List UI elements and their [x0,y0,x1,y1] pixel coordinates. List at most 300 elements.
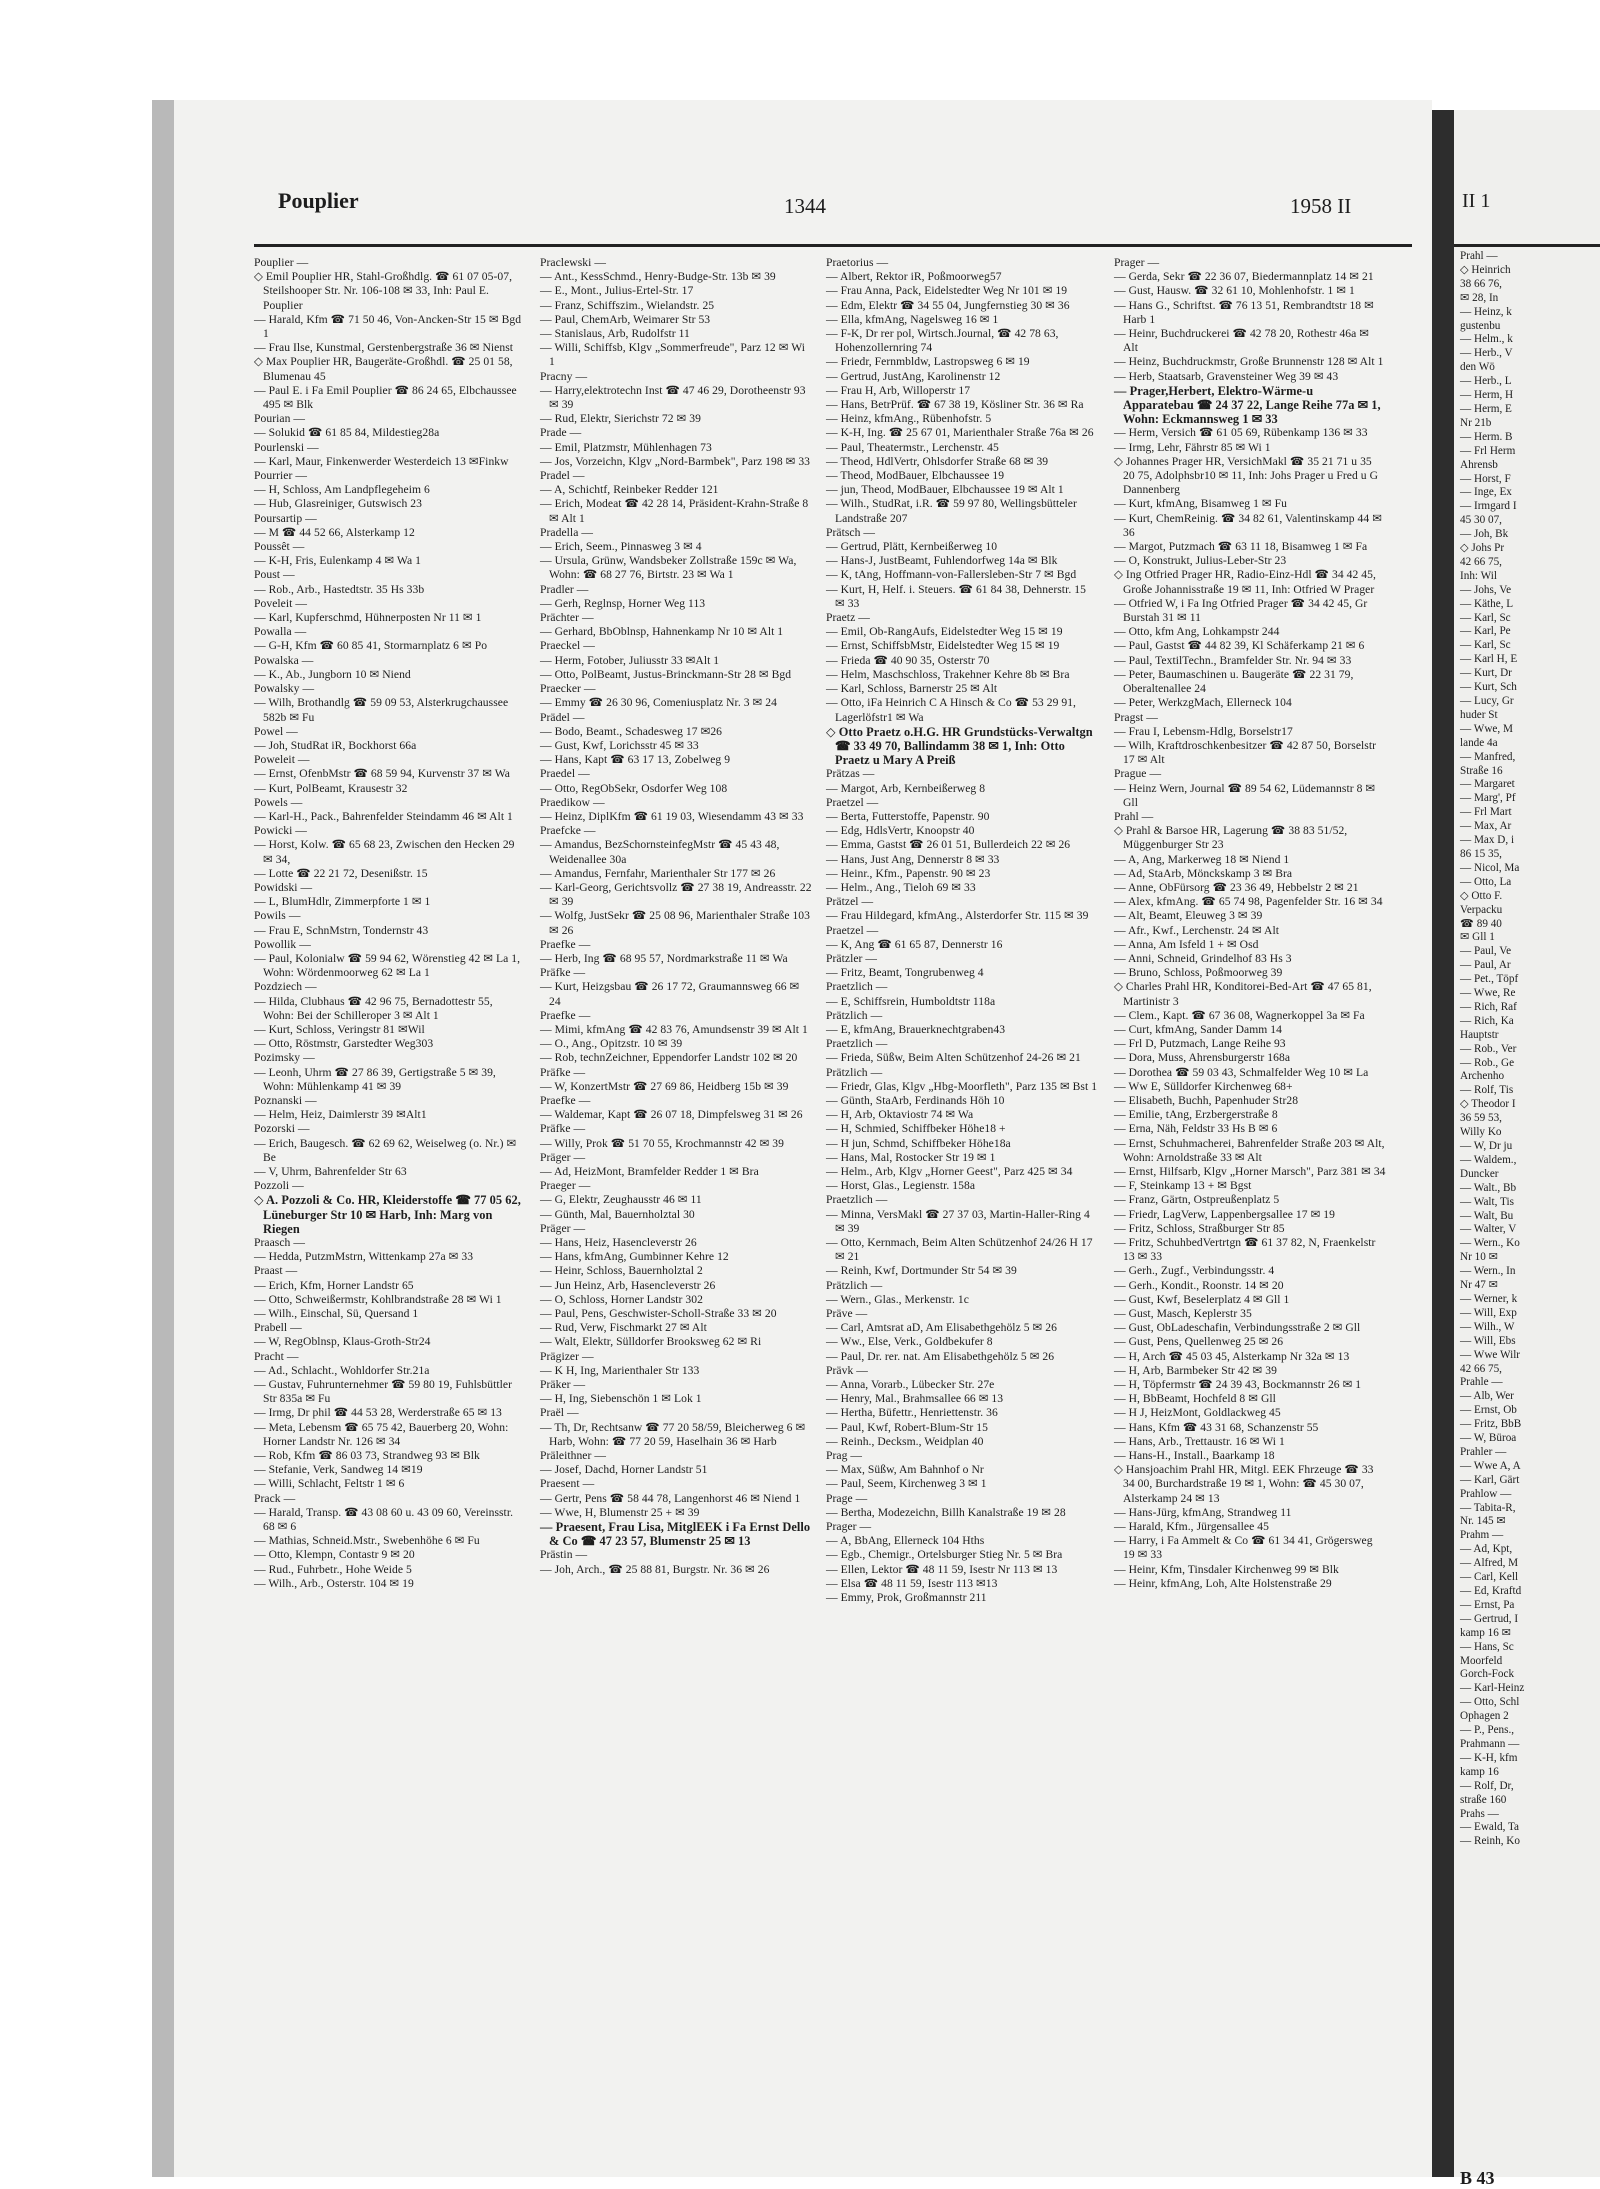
directory-entry-fragment: — Hans, Sc [1460,1640,1514,1653]
directory-entry-fragment: — Frl Herm [1460,444,1516,457]
directory-entry: — Wern., Glas., Merkenstr. 1c [826,1292,969,1306]
directory-entry: — Gerh., Zugf., Verbindungsstr. 4 [1114,1264,1275,1278]
directory-entry: — Minna, VersMakl ☎ 27 37 03, Martin-Haller-Ring 4 ✉ 39 [826,1207,1090,1235]
directory-entry: — Theod, ModBauer, Elbchaussee 19 [826,469,1005,483]
directory-entry: — E, kfmAng, Brauerknechtgraben43 [826,1022,1006,1036]
directory-entry: — K H, Ing, Marienthaler Str 133 [540,1363,700,1377]
directory-entry: Pourian — [254,412,306,426]
directory-entry: Praeger — [540,1179,591,1193]
directory-entry: — Anna, Am Isfeld 1 + ✉ Osd [1114,937,1259,951]
directory-entry-fragment: — Ernst, Ob [1460,1404,1517,1417]
directory-entry: Prästin — [540,1548,588,1562]
directory-entry-fragment: — Gertrud, I [1460,1612,1519,1625]
directory-entry-fragment: — Karl, Gärt [1460,1473,1520,1486]
directory-entry: — H, Schloss, Am Landpflegeheim 6 [254,483,430,497]
directory-entry-fragment: — Herm, E [1460,402,1512,415]
directory-entry-fragment: — Will, Ebs [1460,1334,1516,1347]
directory-entry-fragment: — W, Dr ju [1460,1140,1513,1152]
directory-entry: — Horst, Glas., Legienstr. 158a [826,1179,976,1193]
directory-entry: — H, Ing, Siebenschön 1 ✉ Lok 1 [540,1392,702,1406]
directory-entry: — G, Elektr, Zeughausstr 46 ✉ 11 [540,1193,702,1207]
directory-entry: Praedikow — [540,795,605,809]
directory-entry-fragment: — Heinz, k [1460,305,1512,318]
directory-entry: Powel — [254,724,298,738]
directory-entry: Prätzlich — [826,1278,883,1292]
directory-entry: — Frau E, SchnMstrn, Tondernstr 43 [254,923,429,937]
directory-entry: — Berta, Futterstoffe, Papenstr. 90 [826,809,990,823]
directory-entry: Pracny — [540,369,588,383]
directory-entry: — Ww E, Sülldorfer Kirchenweg 68+ [1114,1079,1293,1093]
directory-entry: Prag — [826,1449,863,1463]
year-volume: 1958 II [1290,194,1352,218]
directory-entry: Poussêt — [254,540,305,554]
directory-entry-fragment: — Karl-Heinz [1460,1682,1525,1695]
directory-entry-fragment: — Wilh., W [1460,1320,1515,1333]
directory-entry-fragment: — Rob., Ge [1460,1056,1515,1069]
directory-entry: — Rob., Arb., Hastedtstr. 35 Hs 33b [254,582,425,596]
directory-entry-fragment: Nr 21b [1460,416,1492,429]
directory-entry: — Gustav, Fuhrunternehmer ☎ 59 80 19, Fuhlsbüttler Str 835a ✉ Fu [254,1378,513,1406]
directory-entry: — Bodo, Beamt., Schadesweg 17 ✉26 [540,724,723,738]
directory-entry: — Frieda ☎ 40 90 35, Osterstr 70 [826,653,990,667]
directory-entry: — Hans, BetrPrüf. ☎ 67 38 19, Kösliner Str. 36 ✉ Ra [826,398,1084,412]
directory-entry: Praedel — [540,767,590,781]
directory-entry: — Otto, Klempn, Contastr 9 ✉ 20 [254,1548,415,1562]
directory-entry-fragment: — Karl, Sc [1460,639,1511,652]
directory-entry: — Reinh., Decksm., Weidplan 40 [826,1434,984,1448]
directory-entry: Praefke — [540,937,591,951]
directory-entry: — M ☎ 44 52 66, Alsterkamp 12 [254,525,415,539]
directory-entry: — Otfried W, i Fa Ing Otfried Prager ☎ 34 42 45, Gr Burstah 31 ✉ 11 [1114,596,1368,625]
directory-entry-fragment: — Wwe A, A [1460,1459,1521,1472]
directory-entry-fragment: — Irmgard I [1460,500,1517,513]
directory-entry: — Gerda, Sekr ☎ 22 36 07, Biedermannplatz 14 ✉ 21 [1114,270,1374,284]
directory-entry: — Kurt, H, Helf. i. Steuers. ☎ 61 84 38, Dehnerstr. 15 ✉ 33 [826,582,1086,610]
directory-entry: — Frau Hildegard, kfmAng., Alsterdorfer Str. 115 ✉ 39 [826,909,1089,923]
directory-entry: — Jos, Vorzeichn, Klgv „Nord-Barmbek", Parz 198 ✉ 33 [540,454,811,468]
directory-entry-fragment: — Inge, Ex [1460,486,1512,499]
directory-entry: — Gertrud, JustAng, Karolinenstr 12 [826,369,1001,383]
directory-entry: — Dorothea ☎ 59 03 43, Schmalfelder Weg 10 ✉ La [1114,1065,1369,1079]
directory-entry: — Hans-Jürg, kfmAng, Strandweg 11 [1114,1505,1292,1519]
directory-entry: — H J, HeizMont, Goldlackweg 45 [1114,1406,1281,1420]
directory-entry: — Erich, Kfm, Horner Landstr 65 [254,1278,414,1292]
directory-column-2 [540,256,812,2156]
directory-entry: — Gerh., Kondit., Roonstr. 14 ✉ 20 [1114,1278,1284,1292]
directory-entry-fragment: Archenho [1460,1070,1505,1083]
directory-entry: Praefke — [540,1008,591,1022]
directory-entry: — Max, Süßw, Am Bahnhof o Nr [826,1463,984,1477]
directory-entry: — Fritz, Beamt, Tongrubenweg 4 [826,966,984,980]
scan-margin-top [0,0,1600,100]
directory-entry-fragment: — Herm, H [1460,389,1514,402]
directory-entry: — Gust, Kwf, Lorichsstr 45 ✉ 33 [540,738,699,752]
directory-entry: — Paul, Dr. rer. nat. Am Elisabethgehölz 5 ✉ 26 [826,1349,1055,1363]
directory-entry: — O, Konstrukt, Julius-Leber-Str 23 [1114,554,1287,568]
right-page-footer: B 43 [1460,2168,1495,2188]
directory-entry: — Günth, StaArb, Ferdinands Höh 10 [826,1093,1005,1107]
directory-entry: ◇ Prahl & Barsoe HR, Lagerung ☎ 38 83 51/52, Müggenburger Str 23 [1114,824,1348,852]
directory-entry-fragment: — Tabita-R, [1460,1501,1516,1514]
directory-entry-fragment: Willy Ko [1460,1126,1502,1139]
directory-entry: Prage — [826,1491,868,1505]
directory-entry: — Wilh., Arb., Osterstr. 104 ✉ 19 [254,1576,414,1590]
directory-entry-fragment: — Waldem., [1460,1153,1517,1166]
directory-entry: — Stanislaus, Arb, Rudolfstr 11 [540,327,690,341]
directory-entry: — Paul, Kwf, Robert-Blum-Str 15 [826,1420,988,1434]
directory-entry: — Helm., Ang., Tieloh 69 ✉ 33 [826,880,976,894]
directory-entry-fragment: — Ernst, Pa [1460,1598,1515,1611]
directory-entry: Prätzler — [826,951,878,965]
directory-entry: — Hedda, PutzmMstrn, Wittenkamp 27a ✉ 33 [254,1250,474,1264]
directory-entry: — Rud., Fuhrbetr., Hohe Weide 5 [254,1562,412,1576]
directory-entry-fragment: — Kurt, Sch [1460,681,1517,694]
directory-entry: — Elsa ☎ 48 11 59, Isestr 113 ✉13 [826,1576,998,1590]
directory-entry: — Amandus, BezSchornsteinfegMstr ☎ 45 43 48, Weidenallee 30a [540,838,780,866]
directory-entry-fragment: — Will, Exp [1460,1306,1517,1319]
directory-entry: — Erich, Seem., Pinnasweg 3 ✉ 4 [540,540,702,554]
directory-entry: Praclewski — [540,256,606,269]
directory-entry: — H, Arb, Barmbeker Str 42 ✉ 39 [1114,1363,1277,1377]
directory-entry: — Frl D, Putzmach, Lange Reihe 93 [1114,1037,1286,1051]
directory-entry-fragment: — Wwe, Re [1460,987,1516,1000]
directory-entry: — Willy, Prok ☎ 51 70 55, Krochmannstr 42 ✉ 39 [540,1136,785,1150]
directory-entry: Powalska — [254,653,314,667]
directory-entry: — Wilh, Brothandlg ☎ 59 09 53, Alsterkrugchaussee 582b ✉ Fu [254,696,509,724]
directory-entry: — E, Schiffsrein, Humboldtstr 118a [826,994,996,1008]
directory-entry: — Ella, kfmAng, Nagelsweg 16 ✉ 1 [826,312,999,326]
directory-entry-fragment: ◇ Theodor I [1460,1098,1516,1111]
directory-entry-fragment: — Johs, Ve [1460,583,1512,596]
directory-entry: — Frau I, Lebensm-Hdlg, Borselstr17 [1114,724,1293,738]
directory-entry-fragment: Duncker [1460,1167,1499,1180]
directory-page-right-partial [1454,110,1600,2188]
directory-entry: — Gerh, Reglnsp, Horner Weg 113 [540,596,706,610]
directory-entry: — Anni, Schneid, Grindelhof 83 Hs 3 [1114,951,1292,965]
directory-entry: — Gust, Kwf, Beselerplatz 4 ✉ Gll 1 [1114,1292,1290,1306]
directory-entry: — Peter, Baumaschinen u. Baugeräte ☎ 22 31 79, Oberaltenallee 24 [1114,667,1354,696]
directory-entry-fragment: 45 30 07, [1460,514,1502,527]
directory-entry: — H, BbBeamt, Hochfeld 8 ✉ Gll [1114,1392,1276,1406]
directory-entry: — Solukid ☎ 61 85 84, Mildestieg28a [254,426,440,440]
directory-entry: Praast — [254,1264,298,1278]
directory-entry-fragment: — Helm., k [1460,333,1513,346]
directory-entry: — A, Schichtf, Reinbeker Redder 121 [540,483,719,497]
directory-entry: Pouplier — [254,256,309,269]
directory-entry-fragment: — Joh, Bk [1460,528,1509,541]
directory-entry: Powidski — [254,880,313,894]
directory-entry-fragment: lande 4a [1460,736,1498,749]
directory-entry: Praefke — [540,1093,591,1107]
directory-entry-fragment: Prahl — [1460,250,1498,262]
directory-entry-fragment: Verpacku [1460,903,1503,916]
directory-entry: — Reinh, Kwf, Dortmunder Str 54 ✉ 39 [826,1264,1017,1278]
directory-entry: — H, Arb, Oktaviostr 74 ✉ Wa [826,1108,974,1122]
directory-entry: — Hans, Mal, Rostocker Str 19 ✉ 1 [826,1150,996,1164]
directory-entry-fragment: den Wö [1460,361,1495,374]
directory-entry: — Ww., Else, Verk., Goldbekufer 8 [826,1335,993,1349]
directory-entry-fragment: Gorch-Fock [1460,1668,1515,1681]
directory-entry-fragment: — Karl H, E [1460,653,1518,666]
directory-entry: — Peter, WerkzgMach, Ellerneck 104 [1114,696,1292,710]
directory-entry: Praetorius — [826,256,889,269]
directory-entry: — Fritz, Schloss, Straßburger Str 85 [1114,1221,1285,1235]
directory-entry-fragment: — Wwe Wilr [1460,1348,1521,1361]
directory-entry: — Heinr, Kfm, Tinsdaler Kirchenweg 99 ✉ Blk [1114,1562,1339,1576]
directory-entry: — Gust, Hausw. ☎ 32 61 10, Mohlenhofstr. 1 ✉ 1 [1114,284,1355,298]
directory-entry: Praasch — [254,1236,305,1250]
directory-entry: — Lotte ☎ 22 21 72, Desenißstr. 15 [254,866,428,880]
directory-entry-fragment: — Rich, Ka [1460,1014,1514,1027]
directory-entry: — K, Ang ☎ 61 65 87, Dennerstr 16 [826,937,1003,951]
directory-entry: — Emil, Platzmstr, Mühlenhagen 73 [540,440,712,454]
directory-entry: — Alt, Beamt, Eleuweg 3 ✉ 39 [1114,909,1263,923]
directory-entry: — Otto, Röstmstr, Garstedter Weg303 [254,1037,434,1051]
directory-entry: Poveleit — [254,596,307,610]
directory-entry: — Paul, TextilTechn., Bramfelder Str. Nr. 94 ✉ 33 [1114,653,1352,667]
directory-entry: Powalla — [254,625,307,639]
page-number: 1344 [784,194,826,218]
directory-entry: — Harry,elektrotechn Inst ☎ 47 46 29, Dorotheenstr 93 ✉ 39 [540,383,806,412]
directory-column-3 [826,256,1098,2156]
directory-column-1 [254,256,526,2156]
directory-entry: Pradella — [540,525,593,539]
directory-entry: — Gertrud, Plätt, Kernbeißerweg 10 [826,540,998,554]
directory-entry: — Elisabeth, Buchh, Papenhuder Str28 [1114,1093,1299,1107]
directory-entry-fragment: — Werner, k [1460,1292,1518,1305]
directory-entry: ◇ Hansjoachim Prahl HR, Mitgl. EEK Fhrzeuge ☎ 33 34 00, Burchardstraße 19 ✉ 1, Wohn: ☎ 45 30 07, Alsterkamp 24 ✉ 13 [1114,1463,1374,1505]
directory-entry: — Karl, Schloss, Barnerstr 25 ✉ Alt [826,682,998,696]
directory-entry: ◇ Johannes Prager HR, VersichMakl ☎ 35 21 71 u 35 20 75, Adolphsbr10 ✉ 11, Inh: Johs Prager u Fred u G Dannenberg [1114,454,1379,497]
directory-entry-fragment: — Ewald, Ta [1460,1821,1519,1834]
directory-entry: — Horst, Kolw. ☎ 65 68 23, Zwischen den Hecken 29 ✉ 34, [254,838,515,866]
directory-entry: — Kurt, ChemReinig. ☎ 34 82 61, Valentinskamp 44 ✉ 36 [1114,511,1382,539]
directory-entry: — L, BlumHdlr, Zimmerpforte 1 ✉ 1 [254,895,431,909]
directory-entry: Pragst — [1114,710,1158,724]
directory-entry: — Josef, Dachd, Horner Landstr 51 [540,1463,708,1477]
directory-entry-fragment: Moorfeld [1460,1654,1503,1667]
directory-entry-fragment: — Marg', Pf [1460,792,1516,805]
directory-entry: — Emil, Ob-RangAufs, Eidelstedter Weg 15 ✉ 19 [826,625,1063,639]
directory-entry: — Hans-H., Install., Baarkamp 18 [1114,1449,1275,1463]
directory-entry: — Jun Heinz, Arb, Hasencleverstr 26 [540,1278,716,1292]
directory-entry: Poznanski — [254,1093,317,1107]
directory-entry-fragment: — P., Pens., [1460,1724,1515,1737]
directory-entry: — Bertha, Modezeichn, Billh Kanalstraße 19 ✉ 28 [826,1505,1066,1519]
directory-entry-fragment: — Fritz, BbB [1460,1418,1522,1431]
directory-entry: — Helm, Heiz, Daimlerstr 39 ✉Alt1 [254,1108,427,1122]
directory-entry: — Harald, Kfm., Jürgensallee 45 [1114,1520,1269,1534]
directory-entry-fragment: — Alfred, M [1460,1557,1519,1570]
directory-entry-fragment: — Otto, Schl [1460,1696,1520,1709]
directory-entry: Prague — [1114,767,1162,781]
directory-entry: — Franz, Schiffszim., Wielandstr. 25 [540,298,715,312]
directory-entry: — Karl-H., Pack., Bahrenfelder Steindamm 46 ✉ Alt 1 [254,809,513,823]
directory-entry: — Rud, Verw, Fischmarkt 27 ✉ Alt [540,1321,707,1335]
directory-entry: Poust — [254,568,295,582]
directory-entry: — Willi, Schiffsb, Klgv „Sommerfreude", Parz 12 ✉ Wi 1 [540,341,806,369]
directory-entry-fragment: — Lucy, Gr [1460,695,1514,707]
directory-entry: — Friedr, Fernmbldw, Lastropsweg 6 ✉ 19 [826,355,1030,369]
directory-entry: — Ernst, OfenbMstr ☎ 68 59 94, Kurvenstr 37 ✉ Wa [254,767,510,781]
directory-entry: — Hans, Kfm ☎ 43 31 68, Schanzenstr 55 [1114,1420,1319,1434]
directory-entry-fragment: Prahm — [1460,1529,1504,1542]
directory-entry: — Paul, Gastst ☎ 44 82 39, Kl Schäferkamp 21 ✉ 6 [1114,639,1365,653]
directory-entry-fragment: — Ed, Kraftd [1460,1585,1522,1597]
directory-entry: Powicki — [254,824,307,838]
directory-entry: — Amandus, Fernfahr, Marienthaler Str 177 ✉ 26 [540,866,776,880]
directory-entry-fragment: — Ad, Kpt, [1460,1543,1513,1556]
directory-entry: — Ursula, Grünw, Wandsbeker Zollstraße 159c ✉ Wa, Wohn: ☎ 68 27 76, Birtstr. 23 ✉ Wa 1 [540,554,797,582]
directory-entry-fragment: 42 66 75, [1460,555,1502,568]
directory-entry: — Helm., Arb, Klgv „Horner Geest", Parz 425 ✉ 34 [826,1165,1073,1178]
directory-entry: — Franz, Gärtn, Ostpreußenplatz 5 [1114,1193,1280,1207]
directory-entry: — Ad., Schlacht., Wohldorfer Str.21a [254,1363,430,1377]
directory-entry: Präger — [540,1221,586,1235]
directory-entry: Präve — [826,1307,868,1321]
directory-entry: — Herm, Versich ☎ 61 05 69, Rübenkamp 136 ✉ 33 [1114,426,1368,440]
directory-entry: — Margot, Putzmach ☎ 63 11 18, Bisamweg 1 ✉ Fa [1114,540,1368,554]
directory-entry: Praefcke — [540,824,596,838]
directory-entry-fragment: — Paul, Ar [1460,959,1511,972]
directory-entry: Prahl — [1114,809,1154,823]
directory-entry: — Rob, Kfm ☎ 86 03 73, Strandweg 93 ✉ Blk [254,1449,480,1463]
directory-entry: — Ernst, SchiffsbMstr, Eidelstedter Weg 15 ✉ 19 [826,639,1060,653]
directory-entry: Pradler — [540,582,589,596]
directory-entry: ◇ Otto Praetz o.H.G. HR Grundstücks-Verwaltgn ☎ 33 49 70, Ballindamm 38 ✉ 1, Inh: Otto Praetz u Mary A Preiß [826,724,1093,768]
directory-entry: — Anna, Vorarb., Lübecker Str. 27e [826,1378,995,1392]
directory-entry: — Afr., Kwf., Lerchenstr. 24 ✉ Alt [1114,923,1280,937]
directory-entry: — Karl, Maur, Finkenwerder Westerdeich 13 ✉Finkw [254,454,509,468]
right-page-column [1460,250,1600,2150]
directory-entry: Praecker — [540,682,596,696]
directory-entry: — Hans G., Schriftst. ☎ 76 13 51, Rembrandtstr 18 ✉ Harb 1 [1114,298,1374,326]
directory-entry-fragment: — Carl, Kell [1460,1571,1519,1584]
directory-entry: Präfke — [540,1122,586,1136]
directory-entry-fragment: — Max D, i [1460,834,1515,847]
directory-entry: — Harald, Transp. ☎ 43 08 60 u. 43 09 60, Vereinsstr. 68 ✉ 6 [254,1505,514,1534]
directory-entry-fragment: — Pet., Töpf [1460,973,1519,986]
directory-entry-fragment: Nr 47 ✉ [1460,1279,1498,1292]
directory-entry: — V, Uhrm, Bahrenfelder Str 63 [254,1165,407,1178]
directory-entry-fragment: 42 66 75, [1460,1362,1502,1375]
directory-page-left [174,100,1432,2177]
directory-entry: Pourrier — [254,469,307,483]
directory-entry-fragment: 86 15 35, [1460,847,1502,860]
directory-entry: — Hans, Just Ang, Dennerstr 8 ✉ 33 [826,852,1000,866]
directory-entry-fragment: — K-H, kfm [1460,1751,1518,1764]
directory-entry-fragment: ☎ 89 40 [1460,917,1502,930]
directory-entry-fragment: ◇ Otto F. [1460,889,1503,902]
directory-entry-fragment: — Nicol, Ma [1460,861,1520,874]
directory-entry: — Erich, Baugesch. ☎ 62 69 62, Weiselweg (o. Nr.) ✉ Be [254,1136,517,1164]
right-page-header: II 1 [1462,190,1491,212]
directory-entry: — Kurt, kfmAng, Bisamweg 1 ✉ Fu [1114,497,1287,511]
directory-entry: — Kurt, PolBeamt, Krausestr 32 [254,781,408,795]
directory-entry: — Helm, Maschschloss, Trakehner Kehre 8b ✉ Bra [826,667,1070,681]
directory-entry: Prack — [254,1491,296,1505]
directory-entry: — Hub, Glasreiniger, Gutswisch 23 [254,497,422,511]
directory-entry: — Emilie, tAng, Erzbergerstraße 8 [1114,1108,1278,1122]
running-head-name: Pouplier [278,188,359,213]
directory-entry: — Paul, Pens, Geschwister-Scholl-Straße 33 ✉ 20 [540,1307,777,1321]
directory-entry: — Otto, iFa Heinrich C A Hinsch & Co ☎ 53 29 91, Lagerlöfstr1 ✉ Wa [826,696,1076,724]
directory-entry-fragment: kamp 16 ✉ [1460,1626,1512,1639]
directory-entry-fragment: — Walt, Bu [1460,1209,1514,1222]
directory-entry: Prager — [826,1520,872,1534]
directory-entry: — Otto, RegObSekr, Osdorfer Weg 108 [540,781,728,795]
directory-entry: — Ernst, Hilfsarb, Klgv „Horner Marsch", Parz 381 ✉ 34 [1114,1165,1386,1178]
directory-entry: — Hans, Heiz, Hasencleverstr 26 [540,1236,697,1250]
directory-entry: — Rud, Elektr, Sierichstr 72 ✉ 39 [540,412,701,426]
directory-entry: Praetzel — [826,923,879,937]
directory-entry: — Edg, HdlsVertr, Knoopstr 40 [826,824,975,838]
directory-entry: — Heinr., Kfm., Papenstr. 90 ✉ 23 [826,866,991,880]
directory-entry: — Rob, technZeichner, Eppendorfer Landstr 102 ✉ 20 [540,1051,798,1065]
directory-entry-fragment: — Herb., V [1460,347,1513,360]
directory-entry: — Otto, Schweißermstr, Kohlbrandstraße 28 ✉ Wi 1 [254,1292,502,1306]
directory-entry-fragment: ◇ Johs Pr [1460,542,1505,555]
directory-entry: — Margot, Arb, Kernbeißerweg 8 [826,781,986,795]
directory-entry: — Friedr, LagVerw, Lappenbergsallee 17 ✉ 19 [1114,1207,1335,1221]
directory-entry: — K., Ab., Jungborn 10 ✉ Niend [254,667,411,681]
directory-entry: — jun, Theod, ModBauer, Elbchaussee 19 ✉ Alt 1 [826,483,1064,497]
directory-entry: — Carl, Amtsrat aD, Am Elisabethgehölz 5 ✉ 26 [826,1321,1057,1335]
directory-entry: — Stefanie, Verk, Sandweg 14 ✉19 [254,1463,423,1477]
directory-entry: — Wilh., StudRat, i.R. ☎ 59 97 80, Wellingsbütteler Landstraße 207 [826,497,1077,525]
directory-entry: Praetzel — [826,795,879,809]
directory-entry-fragment: — Max, Ar [1460,820,1512,833]
directory-entry-fragment: — Margaret [1460,778,1515,791]
directory-entry: Pozorski — [254,1122,310,1136]
directory-entry: — Joh, Arch., ☎ 25 88 81, Burgstr. Nr. 36 ✉ 26 [540,1562,770,1576]
directory-entry: — Herb, Staatsarb, Gravensteiner Weg 39 ✉ 43 [1114,369,1339,383]
directory-entry: — K, tAng, Hoffmann-von-Fallersleben-Str 7 ✉ Bgd [826,568,1077,582]
directory-entry: — Heinr, kfmAng, Loh, Alte Holstenstraße 29 [1114,1576,1332,1590]
directory-entry-fragment: — Wern., In [1460,1265,1516,1278]
directory-entry: Prächter — [540,611,594,625]
directory-entry: — A, Ang, Markerweg 18 ✉ Niend 1 [1114,852,1290,866]
directory-entry: — Paul, Theatermstr., Lerchenstr. 45 [826,440,999,454]
directory-entry: — Heinr, Buchdruckerei ☎ 42 78 20, Rothestr 46a ✉ Alt [1114,327,1370,355]
directory-entry: — Mimi, kfmAng ☎ 42 83 76, Amundsenstr 39 ✉ Alt 1 [540,1022,808,1036]
directory-entry-fragment: — Rolf, Dr, [1460,1779,1514,1792]
directory-entry: — F-K, Dr rer pol, Wirtsch.Journal, ☎ 42 78 63, Hohenzollernring 74 [826,327,1059,355]
directory-entry: — Albert, Rektor iR, Poßmoorweg57 [826,270,1002,284]
directory-entry: — Otto, PolBeamt, Justus-Brinckmann-Str 28 ✉ Bgd [540,667,792,681]
directory-entry-fragment: kamp 16 [1460,1765,1499,1778]
directory-entry: — K-H, Fris, Eulenkamp 4 ✉ Wa 1 [254,554,421,568]
directory-entry-fragment: ✉ 28, In [1460,291,1499,304]
directory-entry-fragment: 36 59 53, [1460,1112,1502,1125]
book-gutter [1432,110,1454,2177]
directory-entry: Prätzlich — [826,1008,883,1022]
directory-entry: — Theod, HdlVertr, Ohlsdorfer Straße 68 ✉ 39 [826,454,1049,468]
directory-entry: — Leonh, Uhrm ☎ 27 86 39, Gertigstraße 5 ✉ 39, Wohn: Mühlenkamp 41 ✉ 39 [254,1065,496,1093]
directory-entry: — F, Steinkamp 13 + ✉ Bgst [1114,1179,1252,1193]
directory-entry: Prätsch — [826,525,876,539]
directory-entry: Powels — [254,795,303,809]
directory-entry: — Th, Dr, Rechtsanw ☎ 77 20 58/59, Bleicherweg 6 ✉ Harb, Wohn: ☎ 77 20 59, Haselhain 36 ✉ Harb [540,1420,806,1448]
directory-entry: Präleithner — [540,1449,607,1463]
directory-entry: Praesent — [540,1477,595,1491]
directory-entry: — Egb., Chemigr., Ortelsburger Stieg Nr. 5 ✉ Bra [826,1548,1063,1562]
directory-entry: — Anne, ObFürsorg ☎ 23 36 49, Hebbelstr 2 ✉ 21 [1114,880,1359,894]
directory-entry: ◇ Emil Pouplier HR, Stahl-Großhdlg. ☎ 61 07 05-07, Steilshooper Str. Nr. 106-108 ✉ 33, Inh: Paul E. Pouplier [254,270,513,312]
directory-entry-fragment: Hauptstr [1460,1028,1499,1041]
directory-entry: Praetzlich — [826,980,888,994]
directory-entry: — G-H, Kfm ☎ 60 85 41, Stormarnplatz 6 ✉ Po [254,639,488,653]
